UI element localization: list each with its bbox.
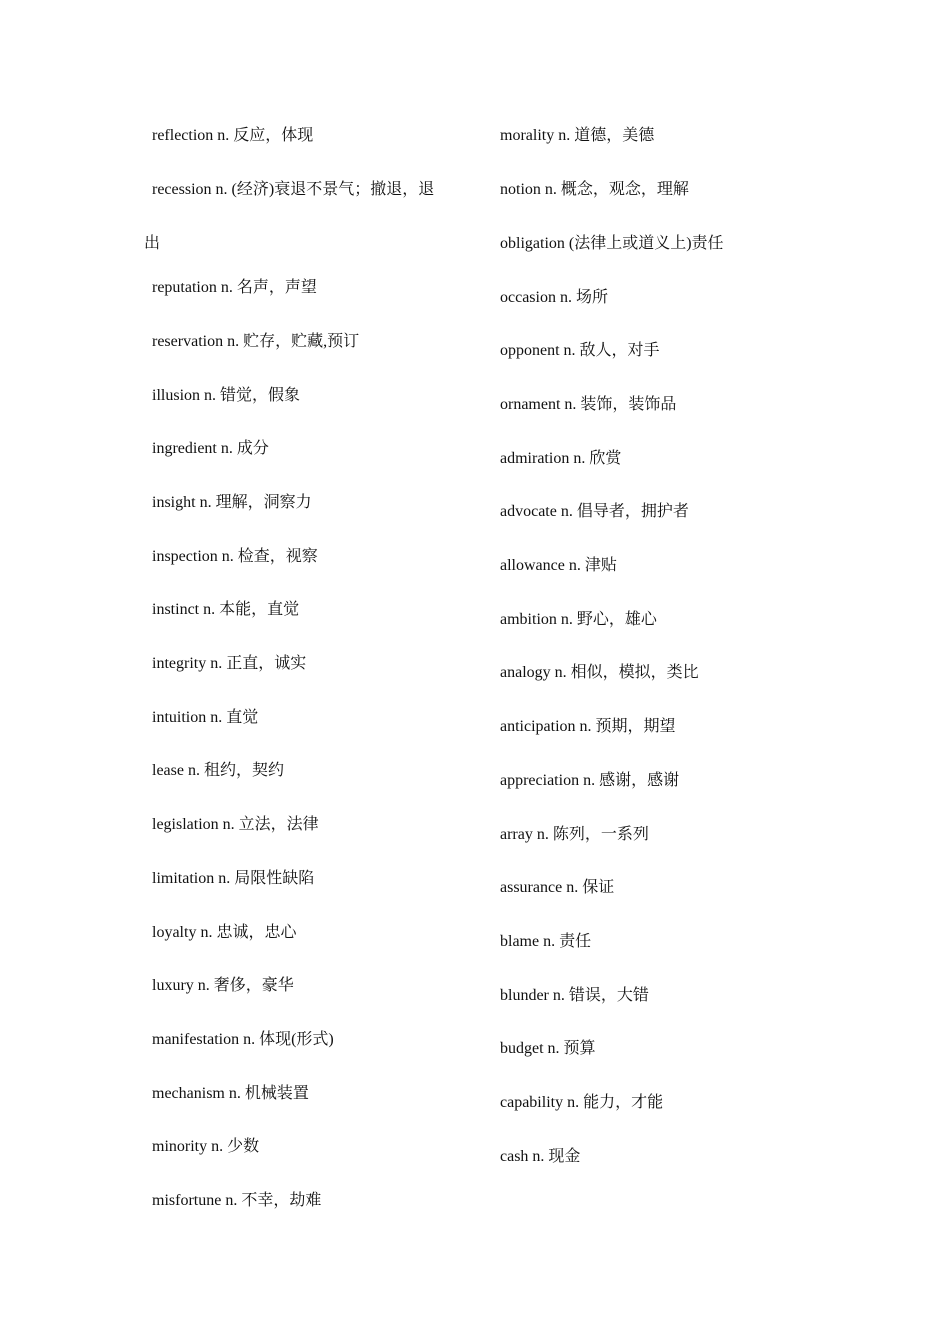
vocab-entry: loyalty n. 忠诚，忠心 (152, 924, 297, 941)
vocab-entry: blunder n. 错误，大错 (500, 987, 649, 1004)
vocab-entry: allowance n. 津贴 (500, 557, 617, 574)
vocab-entry: ingredient n. 成分 (152, 440, 269, 457)
vocab-entry: intuition n. 直觉 (152, 709, 259, 726)
vocab-entry: admiration n. 欣赏 (500, 450, 622, 467)
vocab-entry: capability n. 能力，才能 (500, 1094, 664, 1111)
vocab-entry: morality n. 道德，美德 (500, 127, 655, 144)
vocab-entry: reservation n. 贮存，贮藏,预订 (152, 333, 360, 350)
vocab-entry: ambition n. 野心，雄心 (500, 611, 657, 628)
vocab-entry-continuation: 出 (144, 235, 161, 252)
vocab-entry: misfortune n. 不幸，劫难 (152, 1192, 322, 1209)
vocab-entry: anticipation n. 预期，期望 (500, 718, 676, 735)
vocab-entry: minority n. 少数 (152, 1138, 260, 1155)
vocab-entry: lease n. 租约，契约 (152, 762, 284, 779)
vocab-entry: notion n. 概念，观念，理解 (500, 181, 689, 198)
vocab-entry: opponent n. 敌人，对手 (500, 342, 660, 359)
vocab-entry: mechanism n. 机械装置 (152, 1085, 309, 1102)
vocab-entry: reputation n. 名声，声望 (152, 279, 317, 296)
vocab-entry: occasion n. 场所 (500, 289, 608, 306)
vocab-entry: assurance n. 保证 (500, 879, 615, 896)
vocab-entry: analogy n. 相似，模拟，类比 (500, 664, 699, 681)
vocab-entry: obligation (法律上或道义上)责任 (500, 235, 724, 252)
vocab-entry: instinct n. 本能，直觉 (152, 601, 300, 618)
vocab-entry: luxury n. 奢侈，豪华 (152, 977, 294, 994)
vocab-entry: integrity n. 正直，诚实 (152, 655, 307, 672)
vocab-entry: appreciation n. 感谢，感谢 (500, 772, 680, 789)
vocab-entry: budget n. 预算 (500, 1040, 596, 1057)
vocab-entry: advocate n. 倡导者，拥护者 (500, 503, 689, 520)
vocab-entry: limitation n. 局限性缺陷 (152, 870, 315, 887)
vocab-entry: insight n. 理解，洞察力 (152, 494, 312, 511)
vocab-entry: recession n. (经济)衰退不景气；撤退，退 (152, 181, 435, 198)
vocab-entry: illusion n. 错觉，假象 (152, 387, 301, 404)
vocab-entry: array n. 陈列，一系列 (500, 826, 649, 843)
vocab-entry: legislation n. 立法，法律 (152, 816, 319, 833)
vocab-entry: blame n. 责任 (500, 933, 592, 950)
vocab-entry: ornament n. 装饰，装饰品 (500, 396, 677, 413)
vocab-entry: cash n. 现金 (500, 1148, 581, 1165)
vocab-entry: reflection n. 反应，体现 (152, 127, 314, 144)
vocab-entry: inspection n. 检查，视察 (152, 548, 318, 565)
vocab-entry: manifestation n. 体现(形式) (152, 1031, 334, 1048)
